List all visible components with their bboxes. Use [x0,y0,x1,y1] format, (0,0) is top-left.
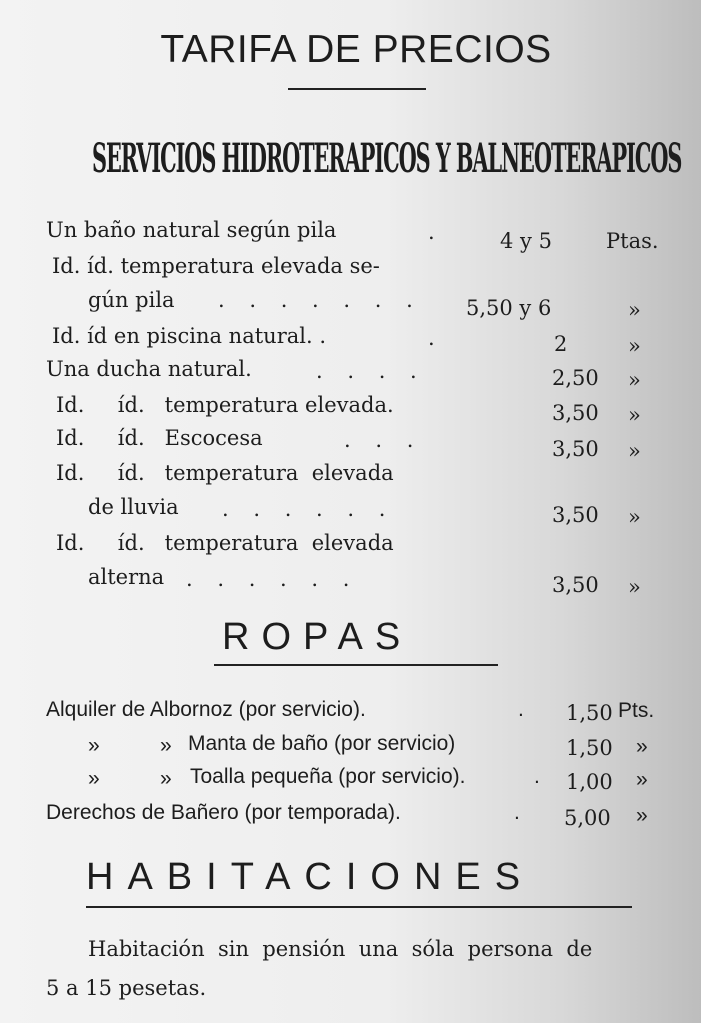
leader-dots: . [428,220,444,244]
service-price: 2,50 [552,366,599,390]
leader-dots: . . . . . . [222,497,395,521]
leader-dots: . [518,698,524,721]
service-label: Id. íd. Escocesa [56,426,263,450]
service-label-continued: de lluvia [88,495,179,519]
service-price: 2 [554,332,568,356]
service-label: Id. íd en piscina natural. . [52,324,326,348]
leader-dots: . . . . [316,359,426,383]
service-unit: » [628,403,641,427]
leader-dots: . [534,765,540,788]
service-label: Id. íd. temperatura elevada. [56,393,394,417]
service-label-continued: gún pila [88,288,175,312]
ropas-item-price: 1,00 [566,770,613,794]
ropas-item-label: Alquiler de Albornoz (por servicio). [46,698,366,721]
ropas-item-unit: » [636,804,648,827]
service-unit: » [628,439,641,463]
service-label: Id. íd. temperatura elevada [56,461,394,485]
service-label: Id. íd. temperatura elevada se- [52,254,380,278]
service-price: 3,50 [552,573,599,597]
service-price: 4 y 5 [500,229,552,253]
leader-dots: . . . [344,428,423,452]
leader-dots: . . . . . . [186,567,359,591]
page-title: TARIFA DE PRECIOS [160,28,552,71]
leader-dots: . . . . . . . [218,288,422,312]
service-unit: » [628,298,641,322]
service-price: 3,50 [552,437,599,461]
service-label-continued: alterna [88,565,165,589]
services-subtitle: SERVICIOS HIDROTERAPICOS Y BALNEOTERAPICOS [92,135,682,182]
service-price: 3,50 [552,503,599,527]
service-price: 5,50 y 6 [466,296,552,320]
ropas-item-unit: Pts. [618,699,655,722]
title-underline [288,88,426,90]
ropas-item-price: 1,50 [566,701,613,725]
leader-dots: . [428,326,444,350]
ropas-item-label: Derechos de Bañero (por temporada). [46,801,401,824]
service-unit: » [628,334,641,358]
habitaciones-underline [86,906,632,908]
ropas-item-unit: » [636,735,648,758]
habitaciones-heading: HABITACIONES [86,856,535,898]
ditto-mark: » [160,734,172,757]
service-label: Una ducha natural. [46,357,252,381]
service-label: Id. íd. temperatura elevada [56,531,394,555]
ropas-item-label: Manta de baño (por servicio) [188,732,456,755]
service-unit: » [628,505,641,529]
ditto-mark: » [88,767,100,790]
habitaciones-text-continued: 5 a 15 pesetas. [46,976,207,1000]
service-unit: » [628,368,641,392]
ropas-underline [214,664,498,666]
service-price: 3,50 [552,401,599,425]
service-label: Un baño natural según pila [46,218,337,242]
leader-dots: . [514,801,520,824]
ropas-item-label: Toalla pequeña (por servicio). [190,765,466,788]
ditto-mark: » [160,767,172,790]
ropas-heading: ROPAS [222,616,413,658]
ropas-item-price: 5,00 [564,806,611,830]
ropas-item-unit: » [636,768,648,791]
service-unit: Ptas. [606,229,659,253]
ropas-item-price: 1,50 [566,736,613,760]
ditto-mark: » [88,734,100,757]
service-unit: » [628,575,641,599]
habitaciones-text: Habitación sin pensión una sóla persona de [88,937,593,961]
